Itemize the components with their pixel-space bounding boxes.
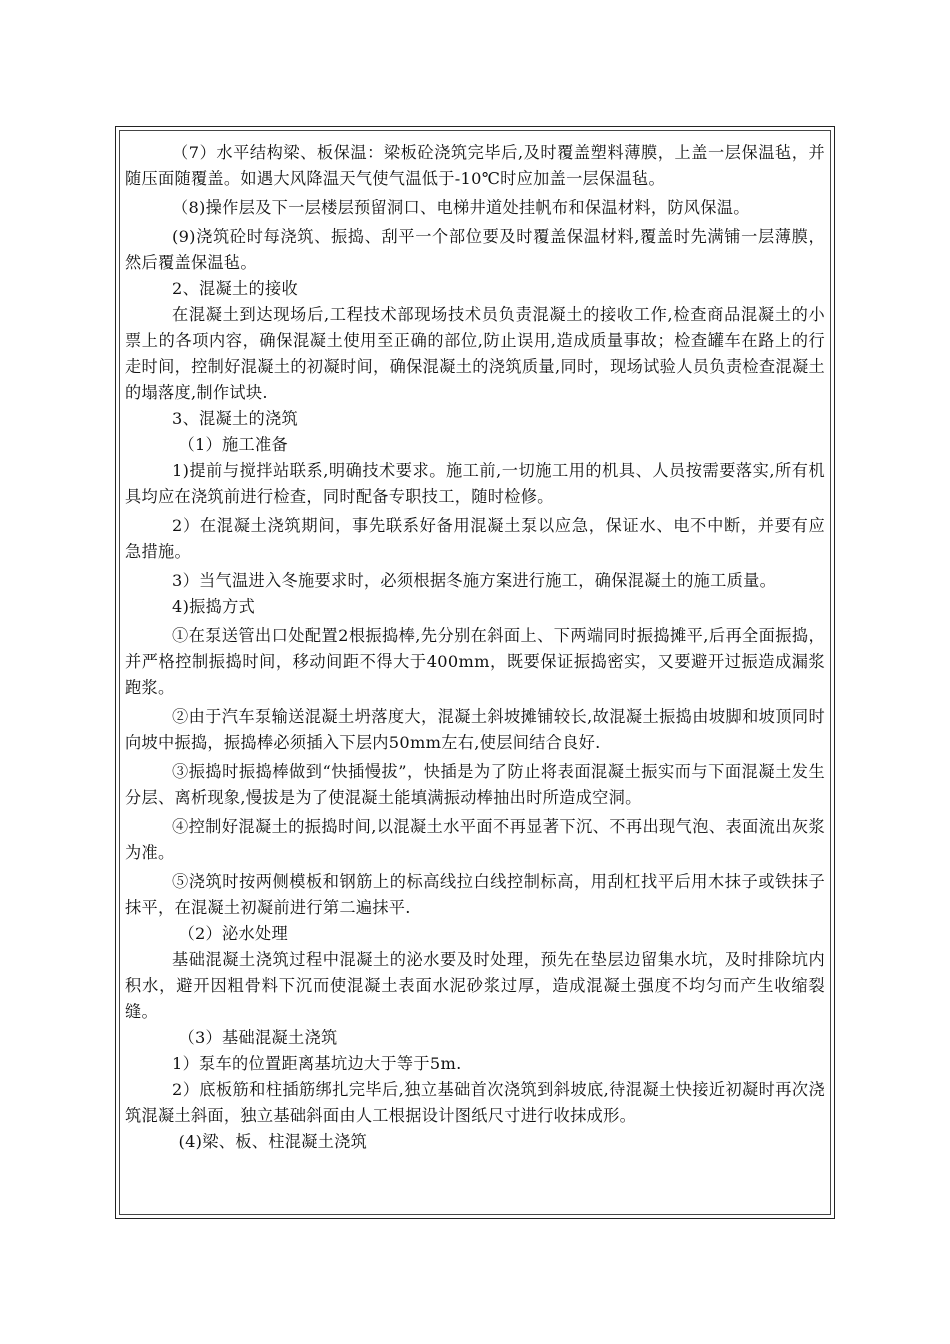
paragraph-foundation-2: 2）底板筋和柱插筋绑扎完毕后,独立基础首次浇筑到斜坡底,待混凝土快接近初凝时再次浇筑混凝土斜面，独立基础斜面由人工根据设计图纸尺寸进行收抹成形。 — [125, 1080, 825, 1125]
paragraph-7: （7）水平结构梁、板保温：梁板砼浇筑完毕后,及时覆盖塑料薄膜，上盖一层保温毡，并随压面随覆盖。如遇大风降温天气使气温低于-10℃时应加盖一层保温毡。 — [125, 143, 825, 188]
paragraph-vibration-2: ②由于汽车泵输送混凝土坍落度大，混凝土斜坡摊铺较长,故混凝土振捣由坡脚和坡顶同时向坡中振捣，振捣棒必须插入下层内50mm左右,使层间结合良好. — [125, 707, 825, 752]
paragraph-9: (9)浇筑砼时每浇筑、振捣、刮平一个部位要及时覆盖保温材料,覆盖时先满铺一层薄膜，然后覆盖保温毡。 — [125, 227, 825, 272]
heading-beam-slab-column: (4)梁、板、柱混凝土浇筑 — [178, 1132, 368, 1151]
paragraph-prep-3: 3）当气温进入冬施要求时，必须根据冬施方案进行施工，确保混凝土的施工质量。 — [171, 571, 777, 590]
document-body — [125, 140, 825, 1155]
paragraph-foundation-1: 1）泵车的位置距离基坑边大于等于5m. — [171, 1054, 462, 1073]
paragraph-vibration-1: ①在泵送管出口处配置2根振捣棒,先分别在斜面上、下两端同时振捣摊平,后再全面振捣，并严格控制振捣时间，移动间距不得大于400mm，既要保证振捣密实，又要避开过振造成漏浆跑浆。 — [125, 626, 825, 697]
heading-concrete-receiving: 2、混凝土的接收 — [171, 279, 298, 298]
paragraph-prep-2: 2）在混凝土浇筑期间，事先联系好备用混凝土泵以应急，保证水、电不中断，并要有应急措施。 — [125, 516, 825, 561]
heading-vibration: 4)振捣方式 — [171, 597, 256, 616]
heading-preparation: （1）施工准备 — [178, 435, 288, 454]
heading-concrete-pouring: 3、混凝土的浇筑 — [171, 409, 298, 428]
heading-foundation-pouring: （3）基础混凝土浇筑 — [178, 1028, 338, 1047]
paragraph-vibration-3: ③振捣时振捣棒做到“快插慢拔”，快插是为了防止将表面混凝土振实而与下面混凝土发生分层、离析现象,慢拔是为了使混凝土能填满振动棒抽出时所造成空洞。 — [125, 762, 825, 807]
heading-bleeding: （2）泌水处理 — [178, 924, 288, 943]
paragraph-receiving: 在混凝土到达现场后,工程技术部现场技术员负责混凝土的接收工作,检查商品混凝土的小票上的各项内容，确保混凝土使用至正确的部位,防止误用,造成质量事故；检查罐车在路上的行走时间，控制好混凝土的初凝时间，确保混凝土的浇筑质量,同时，现场试验人员负责检查混凝土的塌落度,制作试块. — [125, 305, 825, 402]
paragraph-prep-1: 1)提前与搅拌站联系,明确技术要求。施工前,一切施工用的机具、人员按需要落实,所有机具均应在浇筑前进行检查，同时配备专职技工，随时检修。 — [125, 461, 825, 506]
paragraph-bleeding: 基础混凝土浇筑过程中混凝土的泌水要及时处理，预先在垫层边留集水坑，及时排除坑内积水，避开因粗骨料下沉而使混凝土表面水泥砂浆过厚，造成混凝土强度不均匀而产生收缩裂缝。 — [125, 950, 825, 1021]
paragraph-vibration-5: ⑤浇筑时按两侧模板和钢筋上的标高线拉白线控制标高，用刮杠找平后用木抹子或铁抹子抹平，在混凝土初凝前进行第二遍抹平. — [125, 872, 825, 917]
paragraph-8: （8)操作层及下一层楼层预留洞口、电梯井道处挂帆布和保温材料，防风保温。 — [171, 198, 750, 217]
paragraph-vibration-4: ④控制好混凝土的振捣时间,以混凝土水平面不再显著下沉、不再出现气泡、表面流出灰浆为准。 — [125, 817, 825, 862]
